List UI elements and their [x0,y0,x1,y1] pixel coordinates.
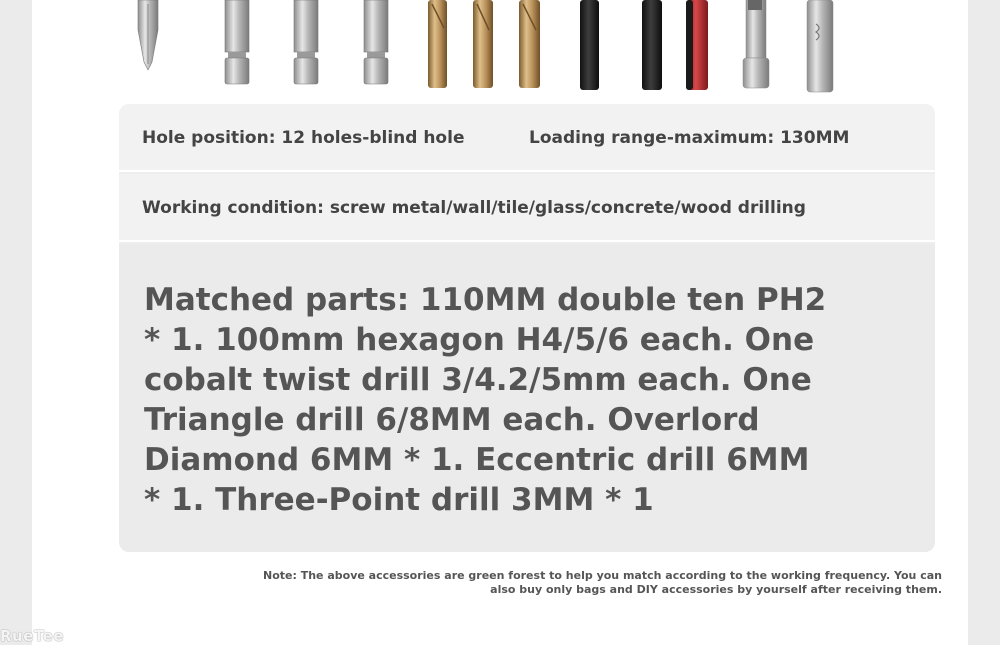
cobalt-drill-icon [428,0,447,88]
spec-row-hole-loading [119,104,935,172]
black-drill-icon [642,0,662,90]
matched-parts-line: * 1. 100mm hexagon H4/5/6 each. One [144,322,815,358]
matched-parts-line: Matched parts: 110MM double ten PH2 [144,282,827,318]
matched-parts-line: Triangle drill 6/8MM each. Overlord [144,402,760,438]
note-line-1: Note: The above accessories are green forest to help you match according to the working frequency. You can [263,569,942,582]
watermark-text: RueTee [0,627,64,645]
cobalt-drill-icon [519,0,540,88]
matched-parts-text [144,280,844,520]
product-page [32,0,968,645]
accessories-note [172,569,942,597]
hex-bit-icon [225,0,249,84]
loading-range-text: Loading range-maximum: 130MM [529,128,850,148]
matched-parts-section [119,244,935,552]
working-condition-text: Working condition: screw metal/wall/tile/glass/concrete/wood drilling [142,198,806,218]
hole-position-text: Hole position: 12 holes-blind hole [142,128,465,148]
red-drill-icon [686,0,708,90]
hex-bit-icon [294,0,318,84]
black-drill-icon [580,0,599,90]
silver-drill-icon [807,0,833,92]
cobalt-drill-icon [473,0,493,88]
matched-parts-line: * 1. Three-Point drill 3MM * 1 [144,482,654,518]
matched-parts-line: cobalt twist drill 3/4.2/5mm each. One [144,362,812,398]
spec-row-working-condition [119,174,935,242]
hex-bit-icon [364,0,388,84]
drill-bits-strip [32,0,968,100]
silver-drill-icon [743,0,769,88]
matched-parts-line: Diamond 6MM * 1. Eccentric drill 6MM [144,442,810,478]
spec-panel [119,104,935,552]
note-line-2: also buy only bags and DIY accessories by yourself after receiving them. [490,583,942,596]
phillips-bit-icon [138,0,158,70]
